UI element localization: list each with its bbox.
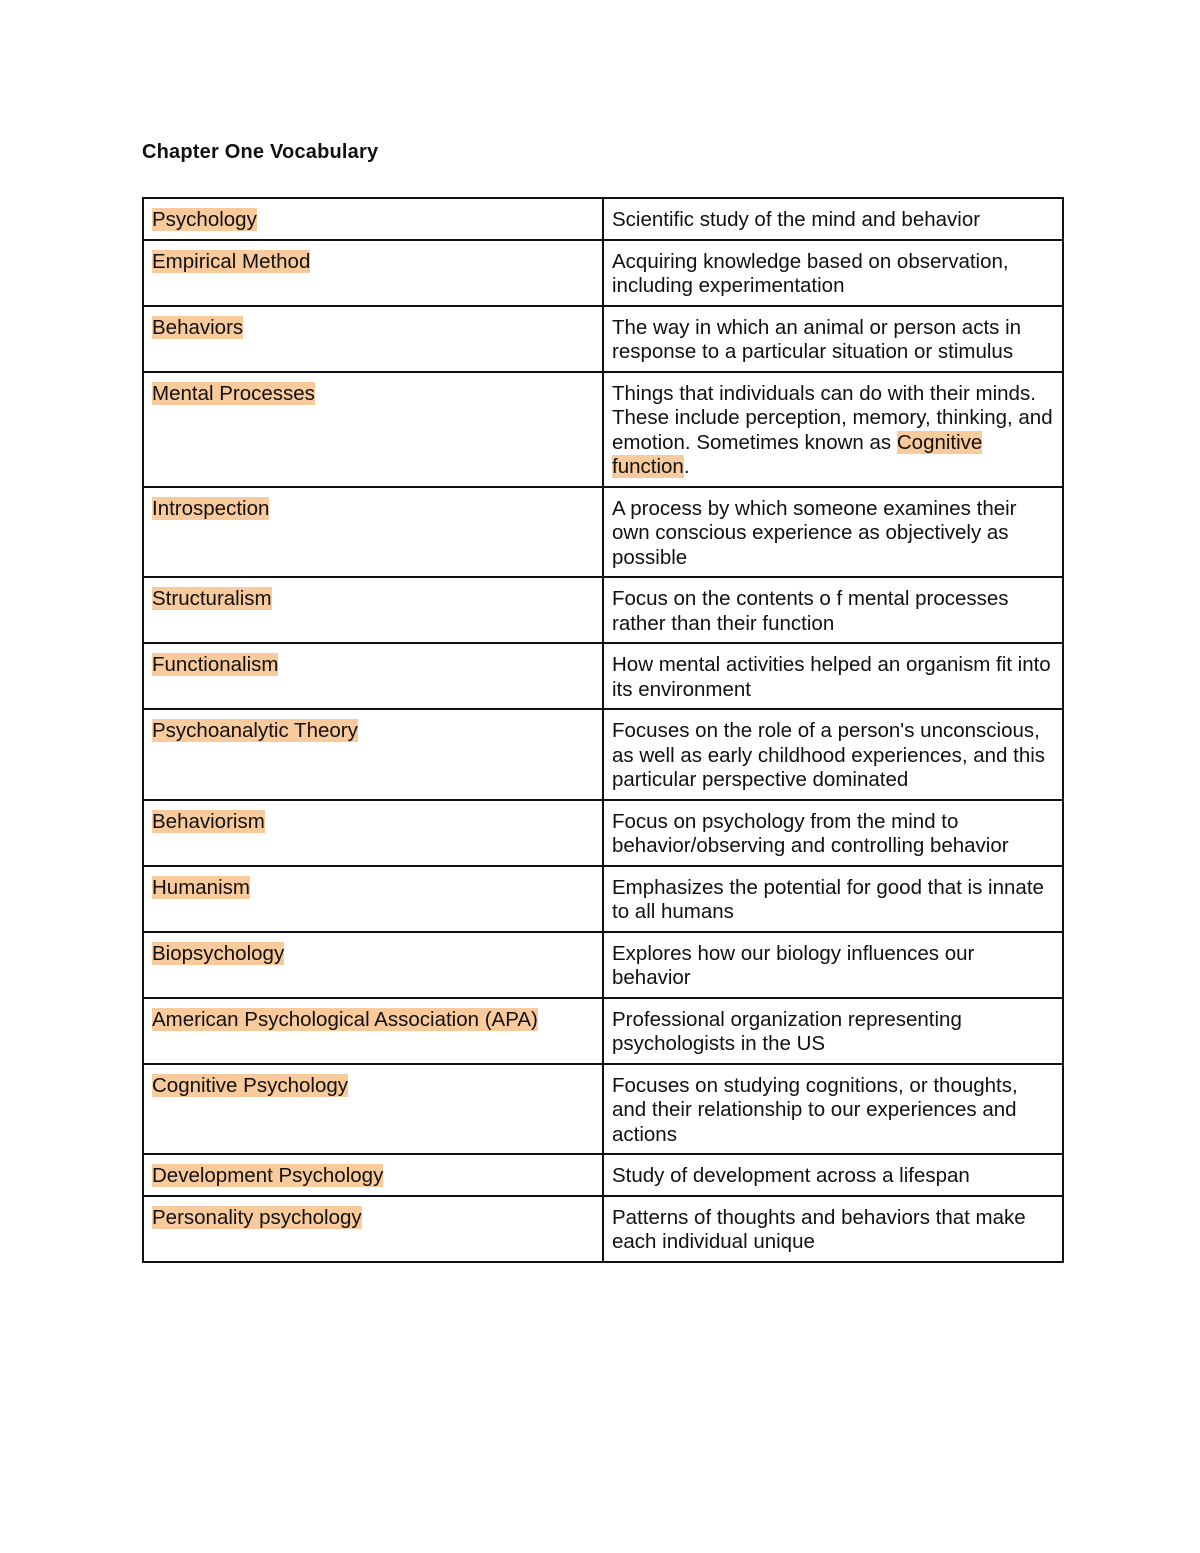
definition-cell: A process by which someone examines their own conscious experience as objectively as possible [603, 487, 1063, 578]
definition-cell: Professional organization representing psychologists in the US [603, 998, 1063, 1064]
definition-cell: Focus on the contents o f mental processes rather than their function [603, 577, 1063, 643]
term-cell [143, 306, 603, 372]
highlighted-term: Empirical Method [152, 249, 311, 273]
table-row [143, 998, 1063, 1064]
definition-cell: Focuses on studying cognitions, or thoughts, and their relationship to our experiences and actions [603, 1064, 1063, 1155]
definition-cell: Study of development across a lifespan [603, 1154, 1063, 1196]
highlighted-term: Psychoanalytic Theory [152, 719, 358, 742]
term-cell [143, 800, 603, 866]
highlighted-definition-term: Cognitive function [612, 430, 983, 478]
table-row [143, 198, 1063, 240]
definition-cell: Scientific study of the mind and behavior [603, 198, 1063, 240]
term-cell [143, 1154, 603, 1196]
term-cell [143, 643, 603, 709]
highlighted-term: Humanism [152, 875, 250, 899]
definition-text: Things that individuals can do with their minds. These include perception, memory, thinking, and emotion. Sometimes known as [612, 381, 1053, 454]
table-row [143, 240, 1063, 306]
highlighted-term: Development Psychology [152, 1164, 384, 1187]
highlighted-term: Structuralism [152, 587, 272, 610]
term-cell [143, 577, 603, 643]
table-row [143, 932, 1063, 998]
highlighted-term: Behaviors [152, 315, 244, 339]
term-cell [143, 372, 603, 487]
term-cell [143, 709, 603, 800]
highlighted-term: Behaviorism [152, 809, 265, 833]
table-row [143, 1064, 1063, 1155]
highlighted-term: Functionalism [152, 653, 279, 676]
term-cell [143, 866, 603, 932]
table-row [143, 866, 1063, 932]
highlighted-term: Psychology [152, 208, 257, 231]
definition-cell: How mental activities helped an organism fit into its environment [603, 643, 1063, 709]
vocabulary-table [142, 197, 1064, 1263]
table-row [143, 800, 1063, 866]
term-cell [143, 1064, 603, 1155]
definition-cell: The way in which an animal or person acts in response to a particular situation or stimulus [603, 306, 1063, 372]
term-cell [143, 932, 603, 998]
table-row [143, 487, 1063, 578]
table-row [143, 1196, 1063, 1262]
definition-end: . [683, 455, 690, 478]
table-row [143, 306, 1063, 372]
term-cell [143, 1196, 603, 1262]
highlighted-term: Introspection [152, 496, 270, 520]
page-title: Chapter One Vocabulary [142, 141, 379, 163]
term-cell [143, 487, 603, 578]
highlighted-term: Mental Processes [152, 381, 315, 405]
definition-cell: Emphasizes the potential for good that is innate to all humans [603, 866, 1063, 932]
definition-cell: Explores how our biology influences our behavior [603, 932, 1063, 998]
highlighted-term: American Psychological Association (APA) [152, 1007, 538, 1031]
highlighted-term: Cognitive Psychology [152, 1073, 348, 1097]
definition-cell [603, 372, 1063, 487]
term-cell [143, 198, 603, 240]
term-cell [143, 998, 603, 1064]
term-cell [143, 240, 603, 306]
table-row [143, 1154, 1063, 1196]
definition-cell: Patterns of thoughts and behaviors that make each individual unique [603, 1196, 1063, 1262]
highlighted-term: Biopsychology [152, 941, 285, 965]
table-row [143, 643, 1063, 709]
table-row [143, 577, 1063, 643]
highlighted-term: Personality psychology [152, 1205, 362, 1229]
definition-cell: Focuses on the role of a person's unconscious, as well as early childhood experiences, and this particular perspective dominated [603, 709, 1063, 800]
table-row [143, 372, 1063, 487]
definition-cell: Acquiring knowledge based on observation, including experimentation [603, 240, 1063, 306]
table-row [143, 709, 1063, 800]
definition-cell: Focus on psychology from the mind to behavior/observing and controlling behavior [603, 800, 1063, 866]
